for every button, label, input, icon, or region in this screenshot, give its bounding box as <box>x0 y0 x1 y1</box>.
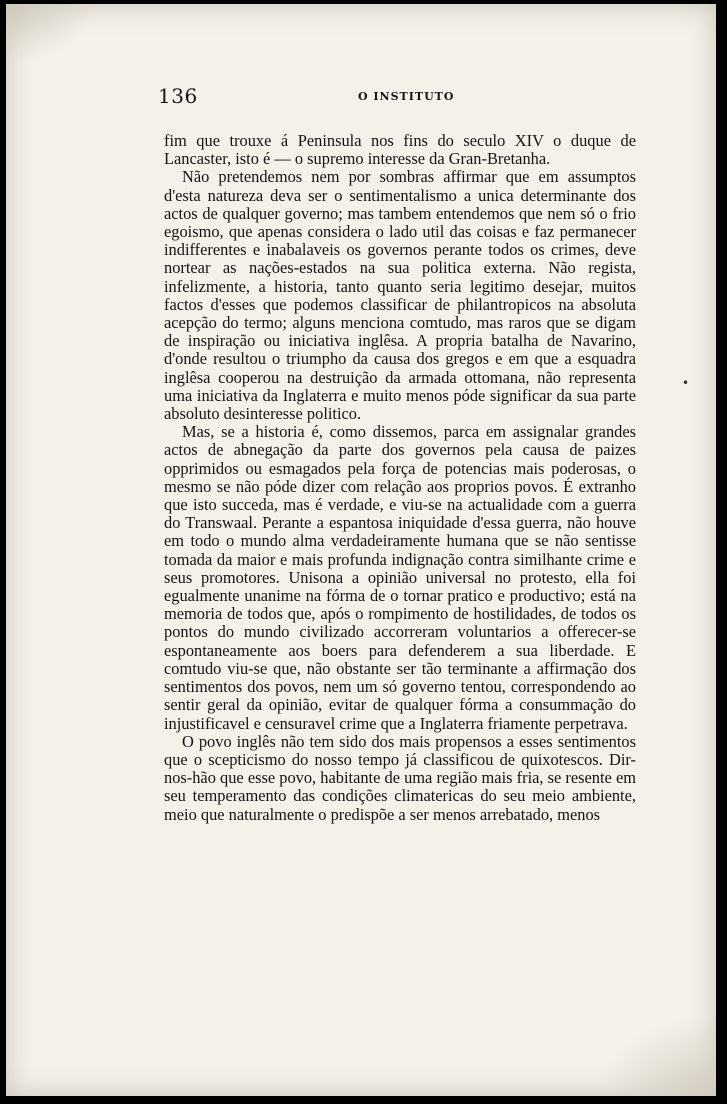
paper-blemish <box>596 1016 716 1096</box>
paper-blemish <box>6 4 96 64</box>
running-title: O INSTITUTO <box>358 90 455 103</box>
margin-mark: • <box>682 376 690 390</box>
page-header <box>158 84 638 114</box>
paragraph: Não pretendemos nem por sombras affirmar que em assumptos d'esta natureza deva ser o sentimentalismo a unica determinante dos actos de qualquer governo; mas tambem entendemos que nem só o frio egoismo, que apenas considera o lado util das coisas e faz permanecer indifferentes e inabalaveis os governos perante todos os crimes, deve nortear as nações-estados na sua politica externa. Não regista, infelizmente, a historia, tanto quanto seria legitimo desejar, muitos factos d'esses que podemos classificar de philantropicos na absoluta acepção do termo; alguns menciona comtudo, mas raros que se digam de inspiração ou iniciativa inglêsa. A propria batalha de Navarino, d'onde resultou o triumpho da causa dos gregos e em que a esquadra inglêsa cooperou na destruição da armada ottomana, não representa uma iniciativa da Inglaterra e muito menos póde significar da sua parte absoluto desinteresse politico. <box>164 167 636 424</box>
paragraph: O povo inglês não tem sido dos mais propensos a esses sentimentos que o scepticismo do nosso tempo já classificou de quixotescos. Dir-nos-hão que esse povo, habitante de uma região mais fria, se resente em seu temperamento das condições climatericas do seu meio ambiente, meio que naturalmente o predispõe a ser menos arrebatado, menos <box>164 731 636 824</box>
scanned-page <box>6 4 716 1096</box>
paragraph: fim que trouxe á Peninsula nos fins do seculo XIV o duque de Lancaster, isto é — o supremo interesse da Gran-Bretanha. <box>164 131 636 169</box>
body-text <box>164 132 636 824</box>
page-number: 136 <box>158 84 198 108</box>
paragraph: Mas, se a historia é, como dissemos, parca em assignalar grandes actos de abnegação da parte dos governos pela causa de paizes opprimidos ou esmagados pela força de potencias mais poderosas, o mesmo se não póde dizer com relação aos proprios povos. É extranho que isto succeda, mas é verdade, e viu-se na actualidade com a guerra do Transwaal. Perante a espantosa iniquidade d'essa guerra, não houve em todo o mundo alma verdadeiramente humana que se não sentisse tomada da maior e mais profunda indignação contra similhante crime e seus promotores. Unisona a opinião universal no protesto, ella foi egualmente unanime na fórma de o tornar pratico e productivo; está na memoria de todos que, após o rompimento de hostilidades, de todos os pontos do mundo civilizado accorreram voluntarios a offerecer-se espontaneamente aos boers para defenderem a sua liberdade. E comtudo viu-se que, não obstante ser tão terminante a affirmação dos sentimentos dos povos, nem um só governo tentou, correspondendo ao sentir geral da opinião, evitar de qualquer fórma a consummação do injustificavel e censuravel crime que a Inglaterra friamente perpetrava. <box>164 422 636 733</box>
